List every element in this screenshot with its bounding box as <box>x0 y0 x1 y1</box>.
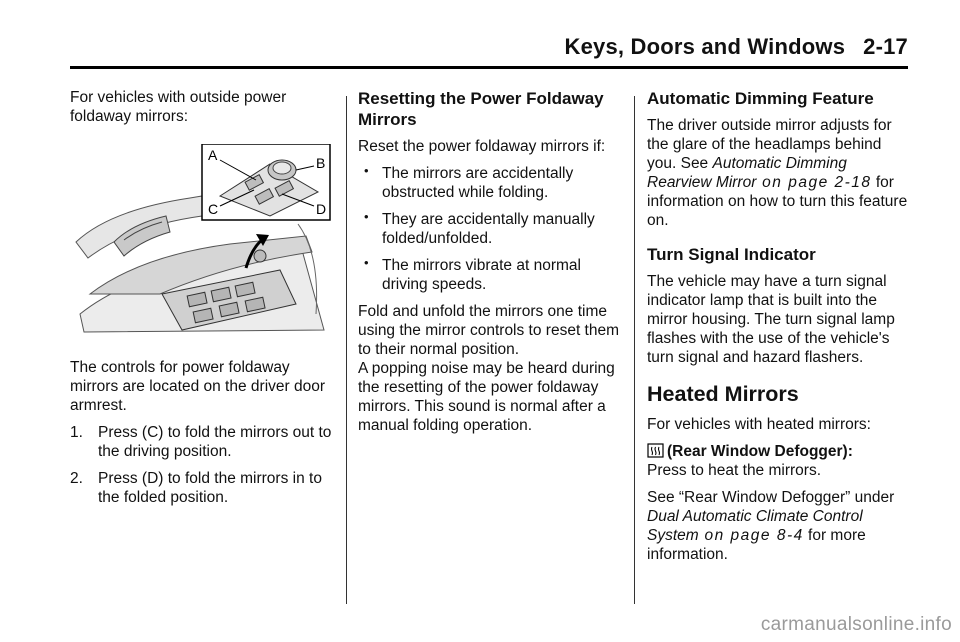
heated-mirrors-intro: For vehicles with heated mirrors: <box>647 416 871 433</box>
callout-label-b: B <box>316 155 326 171</box>
column-1 <box>70 88 338 515</box>
turn-signal-text: The vehicle may have a turn signal indicator lamp that is built into the mirror housing. The turn signal lamp flashes with the use of the vehicle's turn signal and hazard flashers. <box>647 273 895 366</box>
rear-defogger-icon <box>647 443 664 459</box>
door-armrest-illustration <box>70 144 338 336</box>
auto-dimming-text-start: The driver outside mirror adjusts for the glare of the headlamps behind you. See <box>647 117 892 172</box>
list-item <box>358 256 626 294</box>
list-item <box>358 164 626 202</box>
section-title: Keys, Doors and Windows <box>564 34 846 59</box>
popping-noise-note: A popping noise may be heard during the resetting of the power foldaway mirrors. This sound is normal after a manual folding operation. <box>358 360 615 434</box>
defogger-label-line <box>647 442 909 461</box>
auto-dimming-crossref[interactable]: Automatic Dimming Rearview Mirror <box>647 155 847 191</box>
callout-label-c: C <box>208 201 219 217</box>
page-number: 2-17 <box>863 34 908 59</box>
see-text-end: for more information. <box>647 527 866 563</box>
step-number: 1. <box>70 424 83 441</box>
auto-dimming-heading: Automatic Dimming Feature <box>647 89 874 108</box>
auto-dimming-text-end: for information on how to turn this feature on. <box>647 174 908 229</box>
climate-control-pageref[interactable]: on page 8-4 <box>698 527 804 544</box>
column-3 <box>647 88 909 572</box>
bullet-text: They are accidentally manually folded/unfolded. <box>382 211 595 247</box>
defogger-text: Press to heat the mirrors. <box>647 462 822 479</box>
step-text: Press (C) to fold the mirrors out to the driving position. <box>98 424 332 460</box>
bullet-mark: • <box>364 209 369 224</box>
step-number: 2. <box>70 470 83 487</box>
bullet-mark: • <box>364 255 369 270</box>
resetting-conditions-list <box>358 164 626 294</box>
heated-mirrors-heading: Heated Mirrors <box>647 382 799 406</box>
list-item <box>70 469 338 507</box>
fold-steps-list <box>70 423 338 507</box>
controls-location-text: The controls for power foldaway mirrors are located on the driver door armrest. <box>70 359 326 414</box>
bullet-mark: • <box>364 163 369 178</box>
bullet-text: The mirrors are accidentally obstructed while folding. <box>382 165 574 201</box>
header-title <box>564 34 908 60</box>
bullet-text: The mirrors vibrate at normal driving speeds. <box>382 257 581 293</box>
defogger-see-text <box>647 488 909 564</box>
list-item <box>70 423 338 461</box>
see-text-start: See “Rear Window Defogger” under <box>647 489 895 506</box>
column-divider-1 <box>346 96 347 604</box>
climate-control-crossref[interactable]: Dual Automatic Climate Control System <box>647 508 863 544</box>
callout-label-d: D <box>316 201 327 217</box>
auto-dimming-pageref[interactable]: on page 2-18 <box>756 174 872 191</box>
turn-signal-heading: Turn Signal Indicator <box>647 245 816 264</box>
foldaway-intro: For vehicles with outside power foldaway mirrors: <box>70 89 287 125</box>
callout-label-a: A <box>208 147 218 163</box>
site-watermark: carmanualsonline.info <box>760 614 952 635</box>
step-text: Press (D) to fold the mirrors in to the folded position. <box>98 470 322 506</box>
page-header <box>70 30 908 69</box>
door-armrest-drawing <box>70 144 338 336</box>
column-2 <box>358 88 626 443</box>
resetting-heading: Resetting the Power Foldaway Mirrors <box>358 89 604 129</box>
defogger-label: (Rear Window Defogger): <box>667 443 853 460</box>
auto-dimming-text <box>647 116 909 230</box>
column-divider-2 <box>634 96 635 604</box>
list-item <box>358 210 626 248</box>
reset-instructions: Fold and unfold the mirrors one time using the mirror controls to reset them to their normal position. <box>358 303 620 358</box>
resetting-intro: Reset the power foldaway mirrors if: <box>358 138 606 155</box>
